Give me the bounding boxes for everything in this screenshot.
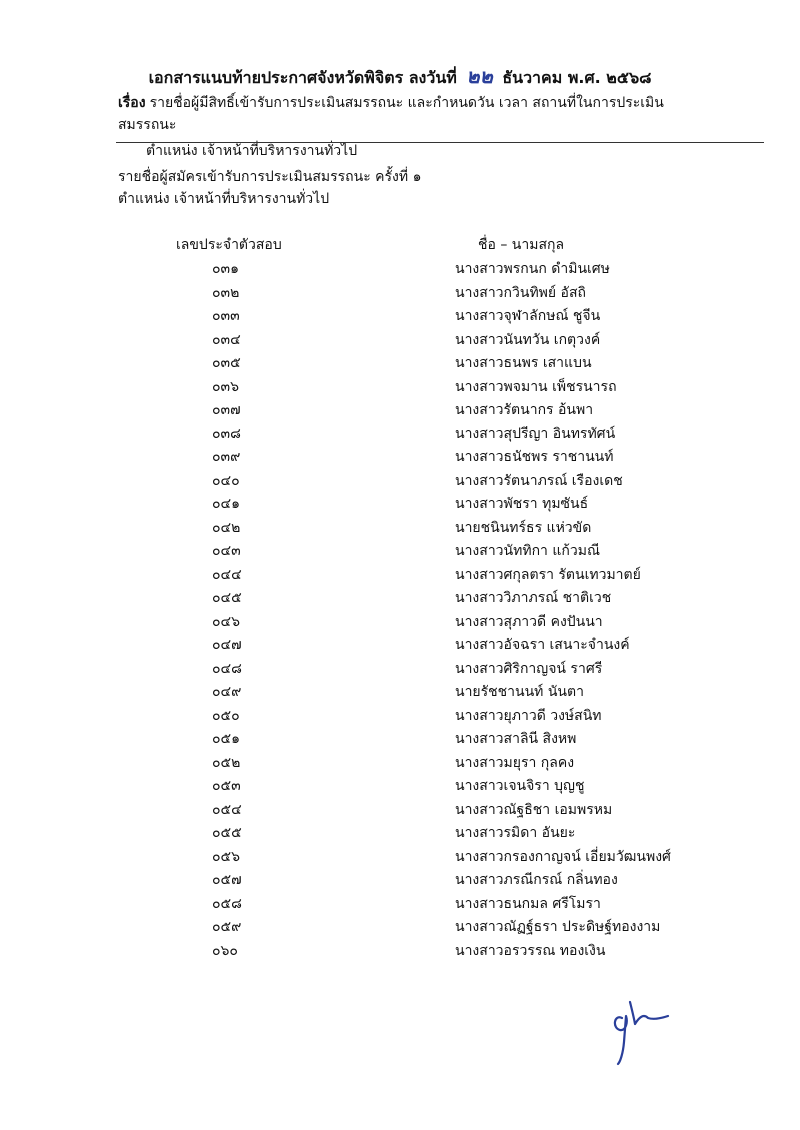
candidate-name-cell: นางสาวมยุรา กุลคง: [455, 754, 575, 771]
candidate-name-cell: นางสาวพจมาน เพ็ชรนารถ: [455, 378, 617, 395]
table-row: [0, 517, 800, 541]
exam-id-cell: ๐๓๘: [212, 425, 241, 442]
table-row: [0, 705, 800, 729]
table-row: [0, 305, 800, 329]
exam-id-cell: ๐๓๕: [212, 355, 241, 371]
candidate-name-cell: นางสาวเจนจิรา บุญชู: [455, 778, 585, 794]
intro-line-2: ตำแหน่ง เจ้าหน้าที่บริหารงานทั่วไป: [118, 191, 330, 207]
candidate-name-cell: นางสาวจุฬาลักษณ์ ชูจีน: [455, 308, 601, 324]
table-row: [0, 681, 800, 705]
table-row: [0, 282, 800, 306]
table-row: [0, 846, 800, 870]
candidate-name-cell: นางสาวนัททิกา แก้วมณี: [455, 543, 600, 559]
intro-block: [118, 166, 718, 210]
table-row: [0, 658, 800, 682]
exam-id-cell: ๐๕๓: [212, 778, 241, 794]
candidate-list: [0, 258, 800, 963]
table-row: [0, 540, 800, 564]
table-row: [0, 329, 800, 353]
table-row: [0, 493, 800, 517]
candidate-name-cell: นายชนินทร์ธร แห่วขัด: [455, 519, 592, 536]
exam-id-cell: ๐๔๑: [212, 496, 241, 512]
candidate-name-cell: นางสาวกวินทิพย์ อัสถิ: [455, 284, 586, 301]
exam-id-cell: ๐๕๘: [212, 895, 242, 912]
exam-id-cell: ๐๔๒: [212, 519, 241, 536]
table-row: [0, 376, 800, 400]
candidate-name-cell: นางสาวธนพร เสาแบน: [455, 355, 592, 371]
exam-id-cell: ๐๕๑: [212, 731, 241, 747]
candidate-name-cell: นางสาวศกุลตรา รัตนเทวมาตย์: [455, 566, 641, 583]
candidate-name-cell: นางสาวณัฏฐ์ธรา ประดิษฐ์ทองงาม: [455, 919, 661, 935]
candidate-name-cell: นางสาวนันทวัน เกตุวงค์: [455, 331, 601, 348]
candidate-name-cell: นางสาวสุภาวดี คงปันนา: [455, 613, 603, 630]
exam-id-cell: ๐๕๐: [212, 707, 240, 724]
candidate-name-cell: นางสาวรัตนาภรณ์ เรืองเดช: [455, 472, 623, 489]
title-suffix: ธันวาคม พ.ศ. ๒๕๖๘: [502, 68, 652, 87]
handwritten-signature-icon: [608, 996, 672, 1066]
table-row: [0, 775, 800, 799]
candidate-name-cell: นางสาวภรณีกรณ์ กลิ่นทอง: [455, 872, 618, 888]
table-row: [0, 611, 800, 635]
candidate-name-cell: นางสาววิภาภรณ์ ชาติเวช: [455, 590, 612, 606]
table-row: [0, 446, 800, 470]
table-row: [0, 916, 800, 940]
exam-id-cell: ๐๕๖: [212, 848, 241, 865]
table-row: [0, 752, 800, 776]
table-row: [0, 893, 800, 917]
subject-label: เรื่อง: [118, 95, 146, 111]
table-row: [0, 423, 800, 447]
candidate-name-cell: นางสาวพัชรา ทุมซันธ์: [455, 496, 589, 512]
candidate-name-cell: นางสาวสุปรีญา อินทรทัศน์: [455, 425, 616, 442]
table-row: [0, 399, 800, 423]
table-row: [0, 869, 800, 893]
candidate-name-cell: นางสาวพรกนก ดำมินเศษ: [455, 261, 610, 277]
exam-id-cell: ๐๓๑: [212, 261, 240, 277]
exam-id-cell: ๐๔๘: [212, 660, 242, 677]
exam-id-cell: ๐๖๐: [212, 942, 238, 959]
candidate-name-cell: นางสาวอรวรรณ ทองเงิน: [455, 942, 606, 959]
title-prefix: เอกสารแนบท้ายประกาศจังหวัดพิจิตร ลงวันที่: [148, 68, 457, 87]
candidate-name-cell: นางสาวยุภาวดี วงษ์สนิท: [455, 707, 602, 724]
table-row: [0, 728, 800, 752]
candidate-name-cell: นางสาวณัฐธิชา เอมพรหม: [455, 801, 613, 818]
candidate-name-cell: นางสาวศิริกาญจน์ ราศรี: [455, 660, 603, 677]
exam-id-cell: ๐๓๗: [212, 402, 241, 418]
subject-position: ตำแหน่ง เจ้าหน้าที่บริหารงานทั่วไป: [146, 143, 358, 159]
candidate-name-cell: นางสาวสาลินี สิงหพ: [455, 731, 577, 747]
exam-id-cell: ๐๔๙: [212, 684, 242, 700]
exam-id-cell: ๐๕๔: [212, 801, 242, 818]
exam-id-cell: ๐๕๗: [212, 872, 242, 888]
table-row: [0, 587, 800, 611]
handwritten-day: ๒๒: [466, 64, 493, 88]
exam-id-cell: ๐๔๔: [212, 566, 242, 583]
column-header-id: เลขประจำตัวสอบ: [176, 237, 282, 253]
table-row: [0, 352, 800, 376]
exam-id-cell: ๐๔๐: [212, 472, 240, 489]
candidate-name-cell: นางสาวกรองกาญจน์ เอี่ยมวัฒนพงศ์: [455, 848, 671, 865]
exam-id-cell: ๐๓๒: [212, 284, 240, 301]
table-row: [0, 822, 800, 846]
exam-id-cell: ๐๕๙: [212, 919, 242, 935]
exam-id-cell: ๐๓๖: [212, 378, 240, 395]
exam-id-cell: ๐๓๓: [212, 308, 240, 324]
exam-id-cell: ๐๕๒: [212, 754, 241, 771]
table-row: [0, 634, 800, 658]
subject-block: [118, 92, 718, 162]
exam-id-cell: ๐๕๕: [212, 825, 242, 841]
table-row: [0, 258, 800, 282]
table-row: [0, 564, 800, 588]
header-divider: [116, 142, 764, 143]
candidate-name-cell: นางสาวอัจฉรา เสนาะจำนงค์: [455, 637, 630, 653]
exam-id-cell: ๐๔๕: [212, 590, 242, 606]
table-row: [0, 799, 800, 823]
exam-id-cell: ๐๓๔: [212, 331, 241, 348]
candidate-name-cell: นางสาวรมิดา อันยะ: [455, 825, 576, 841]
table-row: [0, 470, 800, 494]
exam-id-cell: ๐๔๓: [212, 543, 241, 559]
intro-line-1: รายชื่อผู้สมัครเข้ารับการประเมินสมรรถนะ ครั้งที่ ๑: [118, 169, 422, 185]
subject-text: รายชื่อผู้มีสิทธิ์เข้ารับการประเมินสมรรถนะ และกำหนดวัน เวลา สถานที่ในการประเมินสมรรถนะ: [118, 95, 664, 133]
candidate-name-cell: นางสาวรัตนากร อ้นพา: [455, 402, 594, 418]
candidate-name-cell: นางสาวธนกมล ศรีโมรา: [455, 895, 601, 912]
document-title: [0, 60, 800, 92]
candidate-name-cell: นายรัชชานนท์ นันตา: [455, 684, 584, 700]
candidate-name-cell: นางสาวธนัชพร ราชานนท์: [455, 449, 614, 465]
exam-id-cell: ๐๔๗: [212, 637, 242, 653]
column-header-name: ชื่อ – นามสกุล: [478, 237, 565, 253]
exam-id-cell: ๐๓๙: [212, 449, 241, 465]
exam-id-cell: ๐๔๖: [212, 613, 241, 630]
table-row: [0, 940, 800, 964]
